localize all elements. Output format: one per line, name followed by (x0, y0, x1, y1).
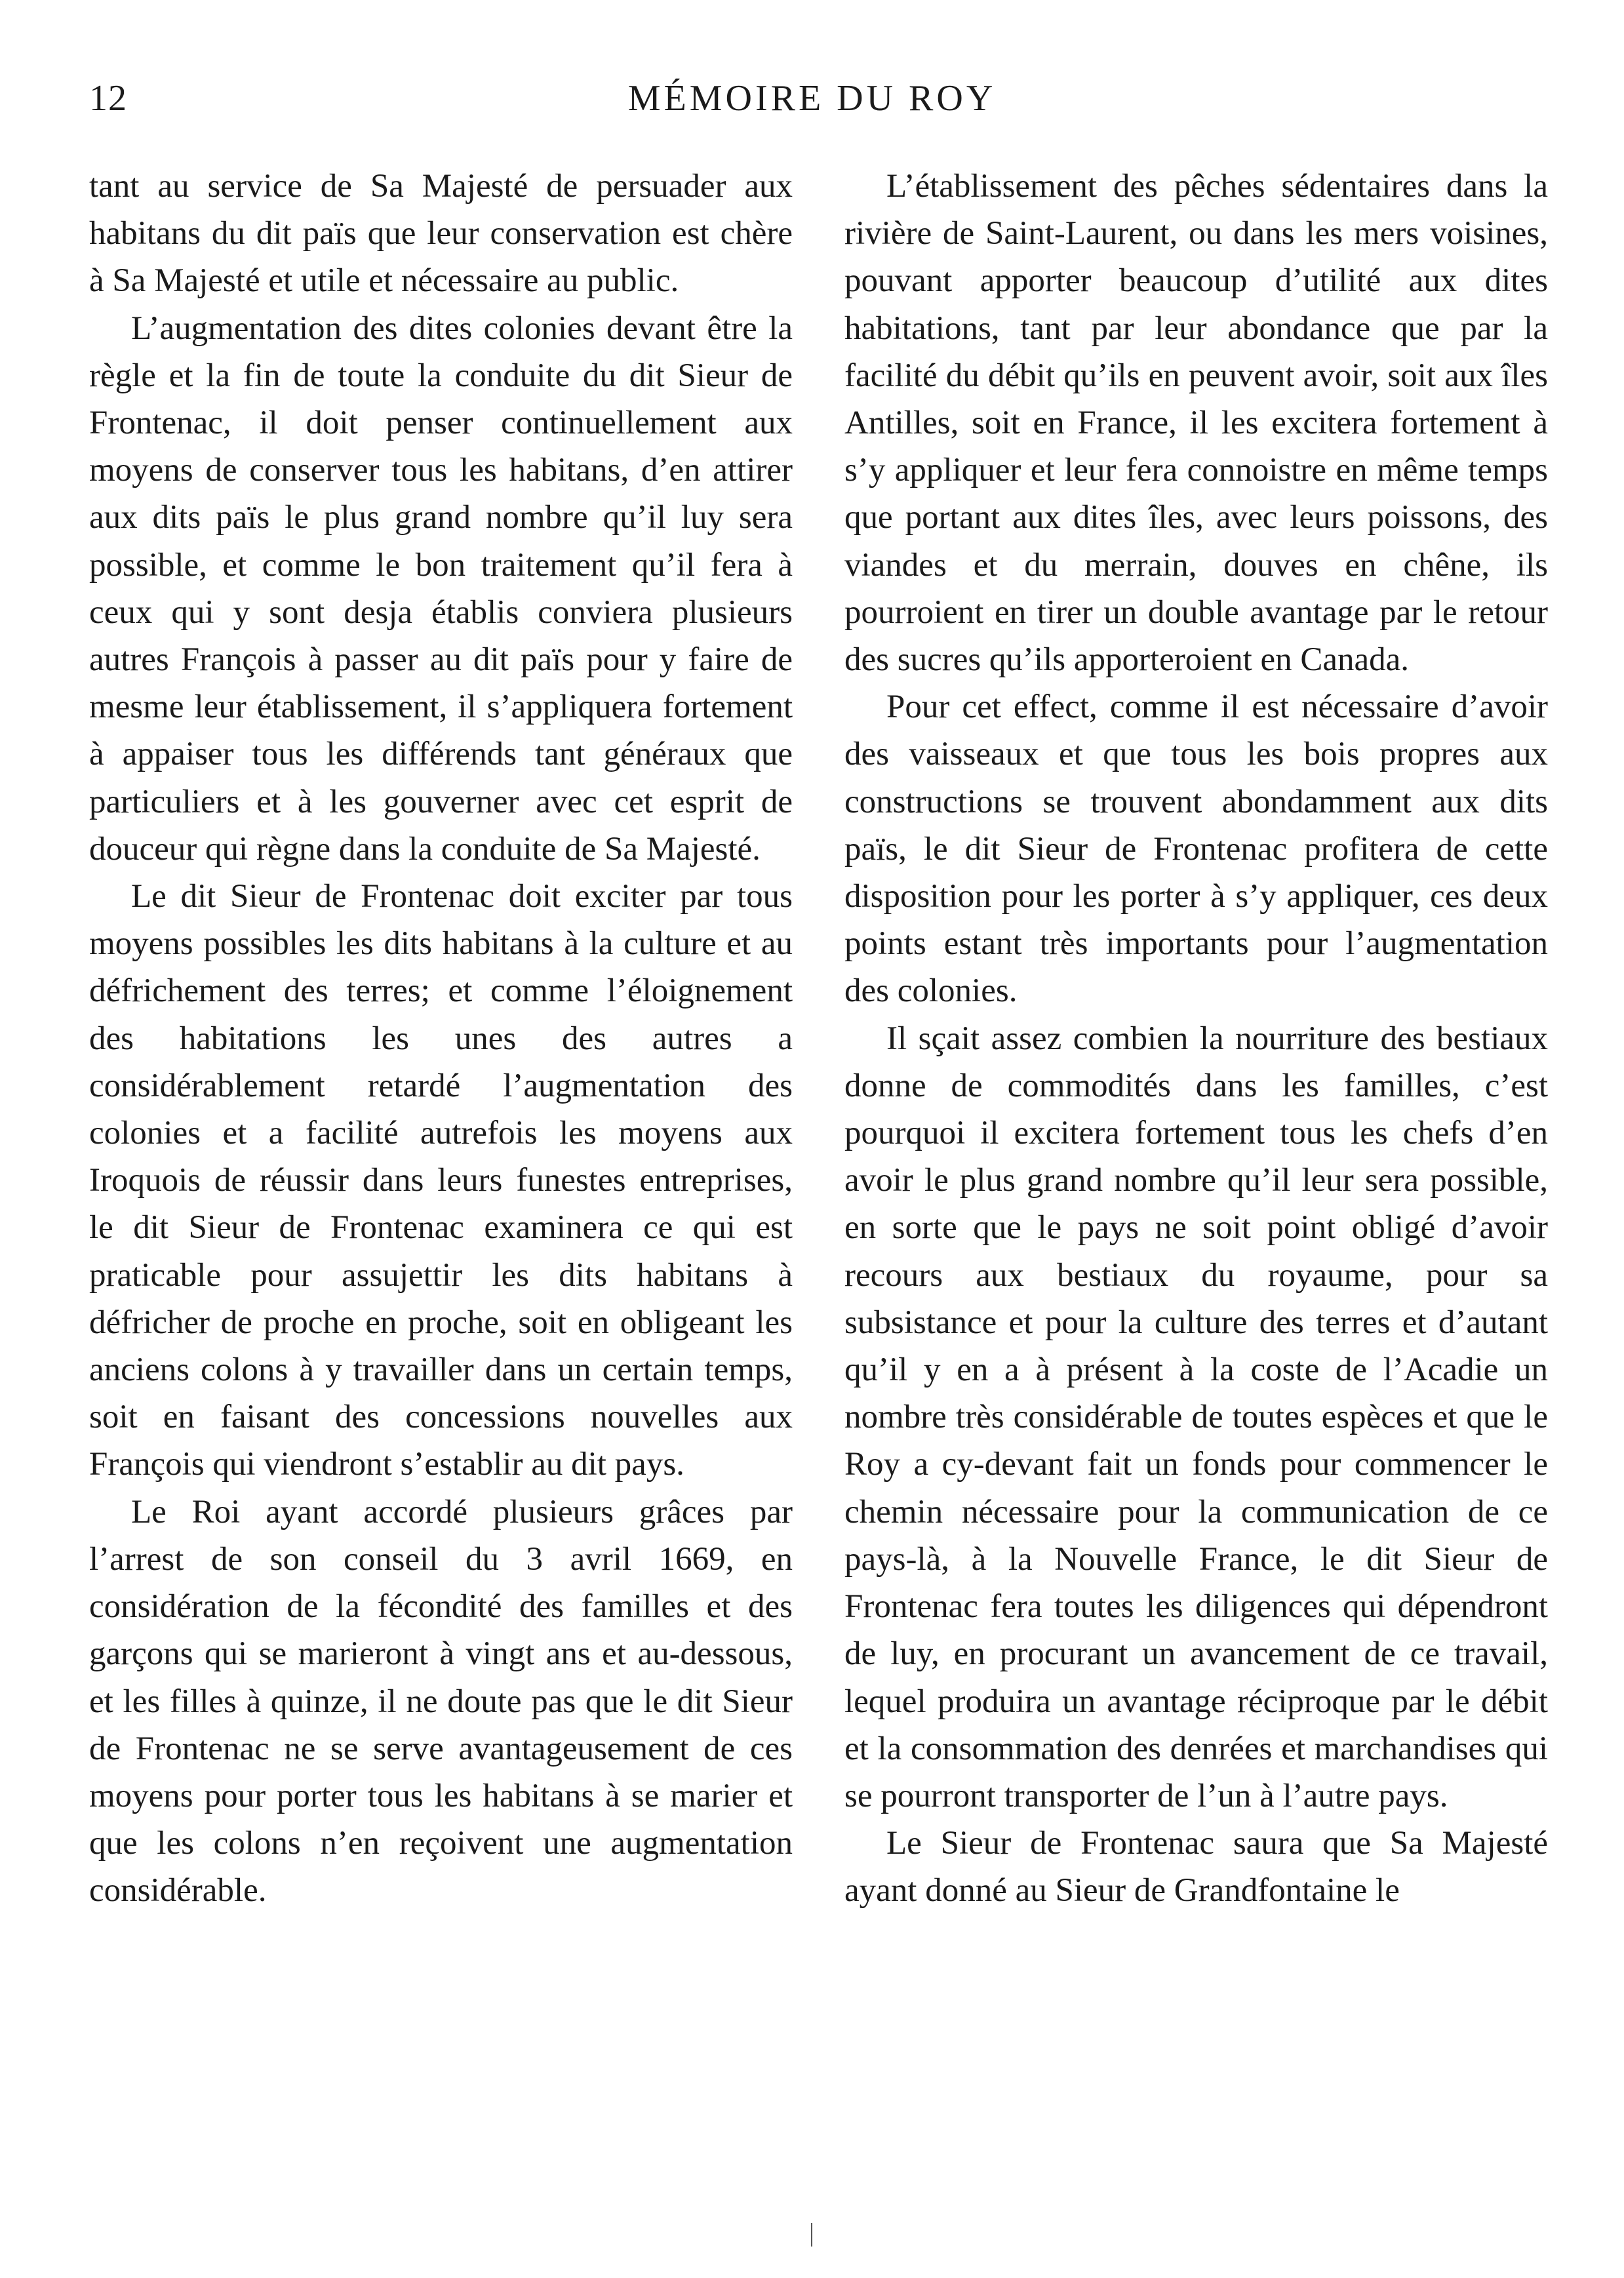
right-column (844, 163, 1548, 1915)
paragraph: Le Sieur de Frontenac saura que Sa Majesté ayant donné au Sieur de Grandfontaine le (844, 1825, 1548, 1909)
page-header (89, 77, 1535, 136)
paragraph: Pour cet effect, comme il est nécessaire d’avoir des vaisseaux et que tous les bois propres aux constructions se trouvent abondamment aux dits païs, le dit Sieur de Frontenac profitera de cette disposition pour les porter à s’y appliquer, ces deux points estant très importants pour l’augmentation des colonies. (844, 689, 1548, 1010)
paragraph: L’augmentation des dites colonies devant être la règle et la fin de toute la conduite du dit Sieur de Frontenac, il doit penser continuellement aux moyens de conserver tous les habitans, d’en attirer aux dits païs le plus grand nombre qu’il luy sera possible, et comme le bon traitement qu’il fera à ceux qui y sont desja établis conviera plusieurs autres François à passer au dit païs pour y faire de mesme leur établissement, il s’appliquera fortement à appaiser tous les différends tant généraux que particuliers et à les gouverner avec cet esprit de douceur qui règne dans la conduite de Sa Majesté. (89, 310, 793, 868)
paragraph: Le dit Sieur de Frontenac doit exciter par tous moyens possibles les dits habitans à la culture et au défrichement des terres; et comme l’éloignement des habitations les unes des autres a considérablement retardé l’augmentation des colonies et a facilité autrefois les moyens aux Iroquois de réussir dans leurs funestes entreprises, le dit Sieur de Frontenac examinera ce qui est praticable pour assujettir les dits habitans à défricher de proche en proche, soit en obligeant les anciens colons à y travailler dans un certain temps, soit en faisant des concessions nouvelles aux François qui viendront s’establir au dit pays. (89, 878, 793, 1483)
page-number: 12 (89, 78, 127, 119)
column-divider-mark (811, 2223, 812, 2247)
paragraph: Il sçait assez combien la nourriture des bestiaux donne de commodités dans les familles, c’est pourquoi il excitera fortement tous les chefs d’en avoir le plus grand nombre qu’il leur sera possible, en sorte que le pays ne soit point obligé d’avoir recours aux bestiaux du royaume, pour sa subsistance et pour la culture des terres et d’autant qu’il y en a à présent à la coste de l’Acadie un nombre très considérable de toutes espèces et que le Roy a cy-devant fait un fonds pour commencer le chemin nécessaire pour la communication de ce pays-là, à la Nouvelle France, le dit Sieur de Frontenac fera toutes les diligences qui dépendront de luy, en procurant un avancement de ce travail, lequel produira un avantage réciproque par le débit et la consommation des denrées et marchandises qui se pourront transporter de l’un à l’autre pays. (844, 1020, 1548, 1814)
paragraph: tant au service de Sa Majesté de persuader aux habitans du dit païs que leur conservation est chère à Sa Majesté et utile et nécessaire au public. (89, 168, 793, 300)
left-column (89, 163, 793, 1915)
paragraph: L’établissement des pêches sédentaires dans la rivière de Saint-Laurent, ou dans les mers voisines, pouvant apporter beaucoup d’utilité aux dites habitations, tant par leur abondance que par la facilité du débit qu’ils en peuvent avoir, soit aux îles Antilles, soit en France, il les excitera fortement à s’y appliquer et leur fera connoistre en même temps que portant aux dites îles, avec leurs poissons, des viandes et du merrain, douves en chêne, ils pourroient en tirer un double avantage par le retour des sucres qu’ils apporteroient en Canada. (844, 168, 1548, 679)
paragraph: Le Roi ayant accordé plusieurs grâces par l’arrest de son conseil du 3 avril 1669, en considération de la fécondité des familles et des garçons qui se marieront à vingt ans et au-dessous, et les filles à quinze, il ne doute pas que le dit Sieur de Frontenac ne se serve avantageusement de ces moyens pour porter tous les habitans à se marier et que les colons n’en reçoivent une augmentation considérable. (89, 1493, 793, 1909)
running-title: MÉMOIRE DU ROY (627, 78, 997, 119)
